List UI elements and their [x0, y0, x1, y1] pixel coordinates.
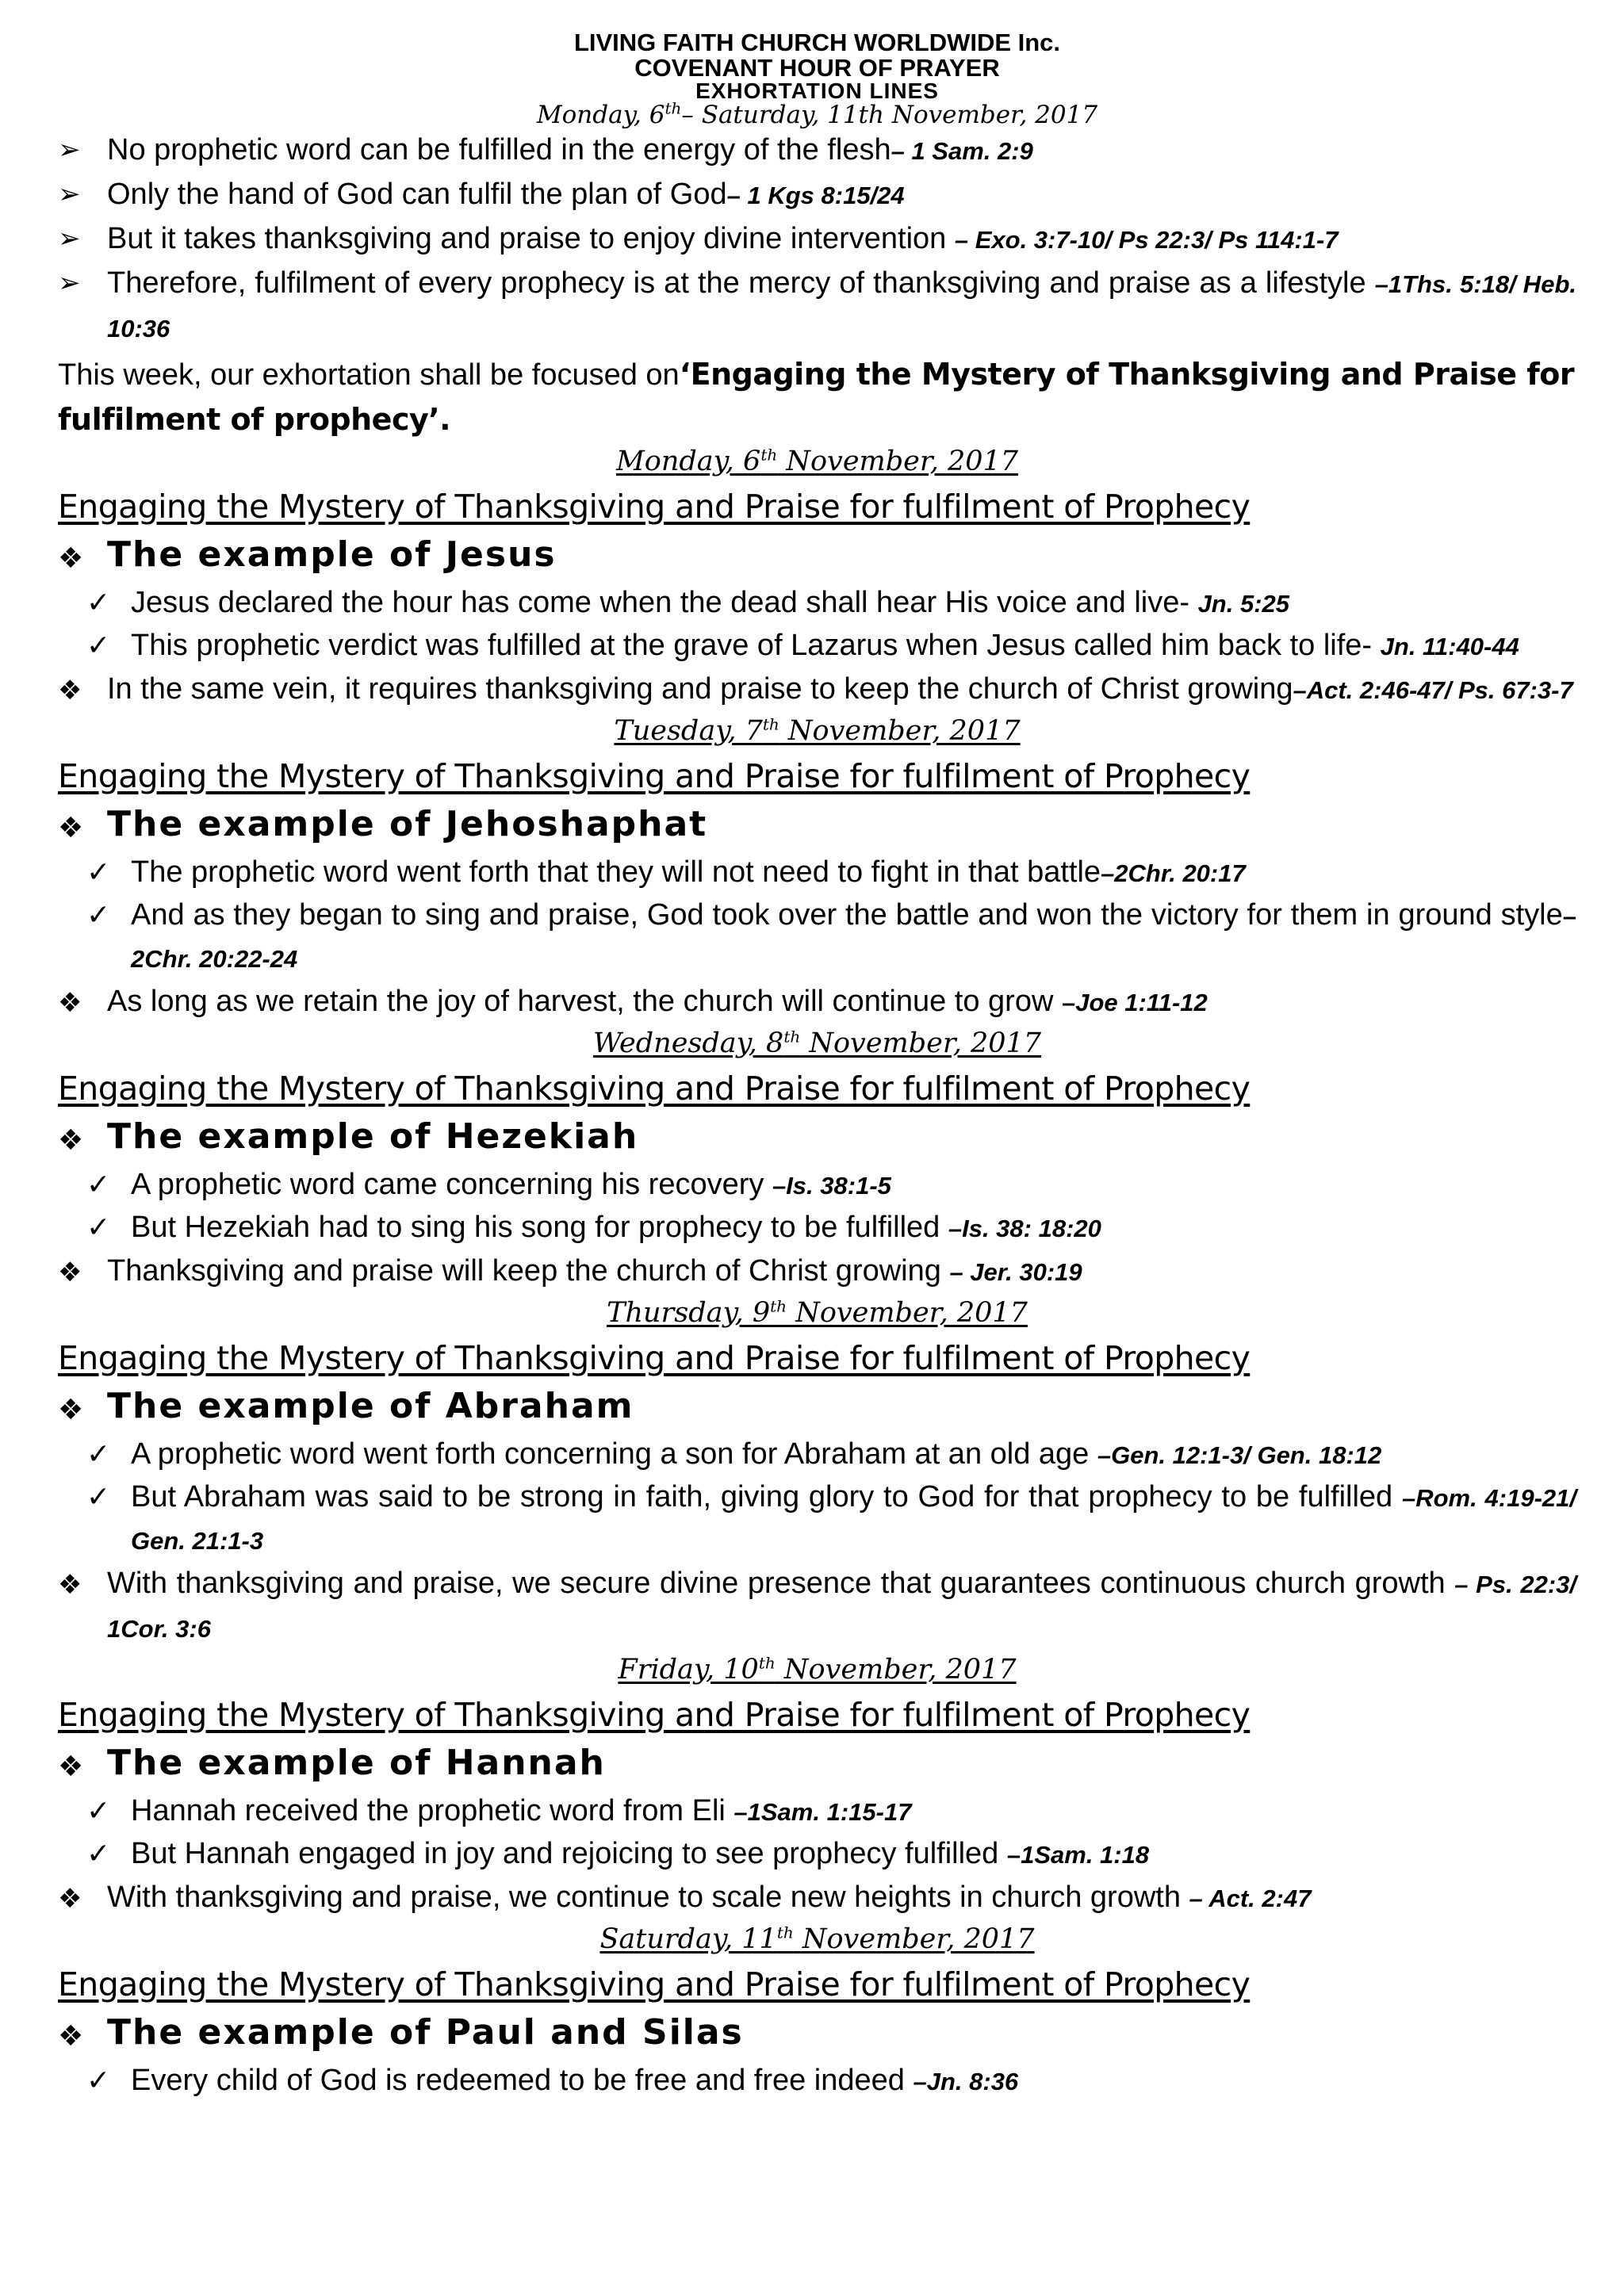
- day-theme: Engaging the Mystery of Thanksgiving and Praise for fulfilment of Prophecy: [58, 1696, 1251, 1734]
- diamond-bullet-icon: ❖: [58, 2019, 84, 2052]
- check-item-text: Hannah received the prophetic word from Eli –1Sam. 1:15-17: [131, 1794, 912, 1827]
- scripture-ref: –2Chr. 20:17: [1101, 859, 1246, 887]
- scripture-ref: – 1 Kgs 8:15/24: [726, 182, 905, 209]
- scripture-ref: –Gen. 12:1-3/ Gen. 18:12: [1097, 1441, 1382, 1469]
- scripture-ref: –Is. 38:1-5: [772, 1172, 891, 1200]
- scripture-ref: –Rom. 4:19-21/ Gen. 21:1-3: [131, 1484, 1576, 1555]
- church-name: LIVING FAITH CHURCH WORLDWIDE Inc.: [573, 29, 1061, 56]
- diamond-bullet-icon: ❖: [58, 811, 84, 844]
- example-title: The example of Jesus: [107, 534, 557, 575]
- check-item: [58, 851, 1576, 894]
- day-theme: Engaging the Mystery of Thanksgiving and Praise for fulfilment of Prophecy: [58, 1339, 1251, 1377]
- arrow-bullet-icon: ➢: [58, 179, 81, 209]
- check-item: [58, 582, 1576, 625]
- check-icon: ✓: [86, 1837, 111, 1869]
- check-icon: ✓: [86, 586, 111, 618]
- example-heading: [58, 531, 1576, 582]
- check-item: [58, 1790, 1576, 1833]
- check-item-text: And as they began to sing and praise, God took over the battle and won the victory for them in ground style–2Chr. 20:22-24: [131, 898, 1576, 973]
- example-heading: [58, 2009, 1576, 2060]
- example-title: The example of Jehoshaphat: [107, 804, 708, 844]
- check-item-text: A prophetic word came concerning his recovery –Is. 38:1-5: [131, 1168, 891, 1201]
- point-item: [58, 980, 1576, 1024]
- day-date: Friday, 10th November, 2017: [618, 1653, 1017, 1686]
- example-title: The example of Paul and Silas: [107, 2012, 744, 2053]
- diamond-bullet-icon: ❖: [58, 675, 82, 706]
- check-item: [58, 894, 1576, 980]
- point-item: [58, 1249, 1576, 1294]
- date-range: Monday, 6th– Saturday, 11th November, 2017: [536, 98, 1098, 129]
- point-item-text: Thanksgiving and praise will keep the church of Christ growing – Jer. 30:19: [107, 1254, 1082, 1288]
- check-item-text: But Hezekiah had to sing his song for prophecy to be fulfilled –Is. 38: 18:20: [131, 1211, 1101, 1244]
- scripture-ref: – Ps. 22:3/ 1Cor. 3:6: [107, 1571, 1576, 1643]
- scripture-ref: –Is. 38: 18:20: [948, 1215, 1101, 1242]
- scripture-ref: – Act. 2:47: [1189, 1885, 1312, 1912]
- focus-paragraph: This week, our exhortation shall be focused on‘Engaging the Mystery of Thanksgiving and Praise for fulfilment of prophecy’.: [58, 357, 1575, 437]
- diamond-bullet-icon: ❖: [58, 1393, 84, 1425]
- example-heading: [58, 1383, 1576, 1433]
- program-title: COVENANT HOUR OF PRAYER: [634, 54, 1000, 82]
- check-item-text: A prophetic word went forth concerning a son for Abraham at an old age –Gen. 12:1-3/ Gen. 18:12: [131, 1437, 1382, 1471]
- point-item: [58, 668, 1576, 712]
- check-item-text: Every child of God is redeemed to be free and free indeed –Jn. 8:36: [131, 2064, 1019, 2097]
- check-item-text: This prophetic verdict was fulfilled at the grave of Lazarus when Jesus called him back to life- Jn. 11:40-44: [131, 629, 1519, 662]
- scripture-ref: Jn. 11:40-44: [1380, 633, 1519, 660]
- day-section: [58, 712, 1576, 1024]
- check-icon: ✓: [86, 1168, 111, 1200]
- scripture-ref: –2Chr. 20:22-24: [131, 902, 1576, 973]
- example-title: The example of Hezekiah: [107, 1116, 639, 1157]
- intro-list: [58, 128, 1576, 350]
- intro-item: [58, 173, 1576, 217]
- example-heading: [58, 1739, 1576, 1790]
- check-item: [58, 625, 1576, 668]
- check-item-text: But Abraham was said to be strong in faith, giving glory to God for that prophecy to be fulfilled –Rom. 4:19-21/ Gen. 21:1-3: [131, 1480, 1576, 1555]
- diamond-bullet-icon: ❖: [58, 1123, 84, 1156]
- point-item-text: With thanksgiving and praise, we secure divine presence that guarantees continuous church growth – Ps. 22:3/ 1Cor. 3:6: [107, 1567, 1576, 1643]
- diamond-bullet-icon: ❖: [58, 1884, 82, 1914]
- diamond-bullet-icon: ❖: [58, 1750, 84, 1782]
- scripture-ref: – 1 Sam. 2:9: [891, 137, 1033, 165]
- daily-sections: [58, 442, 1576, 2103]
- diamond-bullet-icon: ❖: [58, 988, 82, 1018]
- scripture-ref: Jn. 5:25: [1197, 590, 1290, 618]
- point-item: [58, 1562, 1576, 1651]
- intro-item-text: No prophetic word can be fulfilled in the energy of the flesh– 1 Sam. 2:9: [107, 133, 1033, 166]
- intro-item: [58, 128, 1576, 173]
- check-icon: ✓: [86, 1211, 111, 1243]
- scripture-ref: –1Sam. 1:18: [1006, 1841, 1150, 1869]
- day-section: [58, 1294, 1576, 1651]
- example-title: The example of Hannah: [107, 1743, 606, 1783]
- check-item: [58, 1207, 1576, 1249]
- intro-item-text: Therefore, fulfilment of every prophecy is at the mercy of thanksgiving and praise as a lifestyle –1Ths. 5:18/ Heb. 10:36: [107, 266, 1576, 342]
- check-icon: ✓: [86, 2064, 111, 2096]
- scripture-ref: –Jn. 8:36: [913, 2068, 1019, 2095]
- point-item-text: With thanksgiving and praise, we continue to scale new heights in church growth – Act. 2:47: [107, 1881, 1312, 1914]
- scripture-ref: –Joe 1:11-12: [1061, 989, 1208, 1016]
- scripture-ref: – Jer. 30:19: [949, 1258, 1082, 1286]
- day-section: [58, 1920, 1576, 2103]
- example-heading: [58, 801, 1576, 851]
- day-theme: Engaging the Mystery of Thanksgiving and Praise for fulfilment of Prophecy: [58, 488, 1251, 526]
- day-date: Tuesday, 7th November, 2017: [614, 714, 1021, 747]
- day-theme: Engaging the Mystery of Thanksgiving and Praise for fulfilment of Prophecy: [58, 1070, 1251, 1108]
- example-heading: [58, 1113, 1576, 1164]
- intro-item-text: But it takes thanksgiving and praise to enjoy divine intervention – Exo. 3:7-10/ Ps 22:3/ Ps 114:1-7: [107, 222, 1339, 255]
- check-icon: ✓: [86, 1480, 111, 1513]
- point-item-text: As long as we retain the joy of harvest, the church will continue to grow –Joe 1:11-12: [107, 985, 1208, 1018]
- check-item-text: But Hannah engaged in joy and rejoicing to see prophecy fulfilled –1Sam. 1:18: [131, 1837, 1150, 1870]
- document-page: [58, 30, 1576, 2103]
- check-item-text: Jesus declared the hour has come when the dead shall hear His voice and live- Jn. 5:25: [131, 586, 1290, 619]
- check-item: [58, 1433, 1576, 1476]
- check-icon: ✓: [86, 898, 111, 931]
- scripture-ref: –1Sam. 1:15-17: [733, 1798, 912, 1826]
- diamond-bullet-icon: ❖: [58, 1257, 82, 1288]
- scripture-ref: – Exo. 3:7-10/ Ps 22:3/ Ps 114:1-7: [954, 226, 1339, 254]
- document-subtitle: EXHORTATION LINES: [695, 78, 939, 103]
- arrow-bullet-icon: ➢: [58, 224, 81, 254]
- intro-item-text: Only the hand of God can fulfil the plan of God– 1 Kgs 8:15/24: [107, 178, 905, 211]
- check-item: [58, 2060, 1576, 2103]
- arrow-bullet-icon: ➢: [58, 268, 81, 298]
- day-section: [58, 442, 1576, 712]
- day-section: [58, 1651, 1576, 1920]
- day-date: Monday, 6th November, 2017: [615, 445, 1019, 477]
- example-title: The example of Abraham: [107, 1386, 634, 1426]
- check-icon: ✓: [86, 855, 111, 888]
- check-icon: ✓: [86, 1437, 111, 1470]
- check-item: [58, 1833, 1576, 1876]
- point-item-text: In the same vein, it requires thanksgiving and praise to keep the church of Christ growing–Act. 2:46-47/ Ps. 67:3-7: [107, 672, 1573, 706]
- arrow-bullet-icon: ➢: [58, 135, 81, 165]
- focus-quote: ‘Engaging the Mystery of Thanksgiving and Praise for fulfilment of prophecy’.: [58, 357, 1575, 437]
- intro-item: [58, 217, 1576, 262]
- day-date: Wednesday, 8th November, 2017: [592, 1027, 1042, 1059]
- intro-item: [58, 262, 1576, 350]
- check-icon: ✓: [86, 629, 111, 661]
- day-section: [58, 1024, 1576, 1294]
- point-item: [58, 1876, 1576, 1920]
- scripture-ref: –1Ths. 5:18/ Heb. 10:36: [107, 270, 1576, 342]
- diamond-bullet-icon: ❖: [58, 1570, 82, 1600]
- day-theme: Engaging the Mystery of Thanksgiving and Praise for fulfilment of Prophecy: [58, 757, 1251, 795]
- diamond-bullet-icon: ❖: [58, 541, 84, 574]
- check-item: [58, 1476, 1576, 1562]
- scripture-ref: –Act. 2:46-47/ Ps. 67:3-7: [1293, 676, 1573, 704]
- check-icon: ✓: [86, 1794, 111, 1827]
- check-item: [58, 1164, 1576, 1207]
- day-date: Saturday, 11th November, 2017: [599, 1923, 1035, 1955]
- day-date: Thursday, 9th November, 2017: [607, 1296, 1028, 1329]
- check-item-text: The prophetic word went forth that they will not need to fight in that battle–2Chr. 20:17: [131, 855, 1246, 889]
- day-theme: Engaging the Mystery of Thanksgiving and Praise for fulfilment of Prophecy: [58, 1965, 1251, 2003]
